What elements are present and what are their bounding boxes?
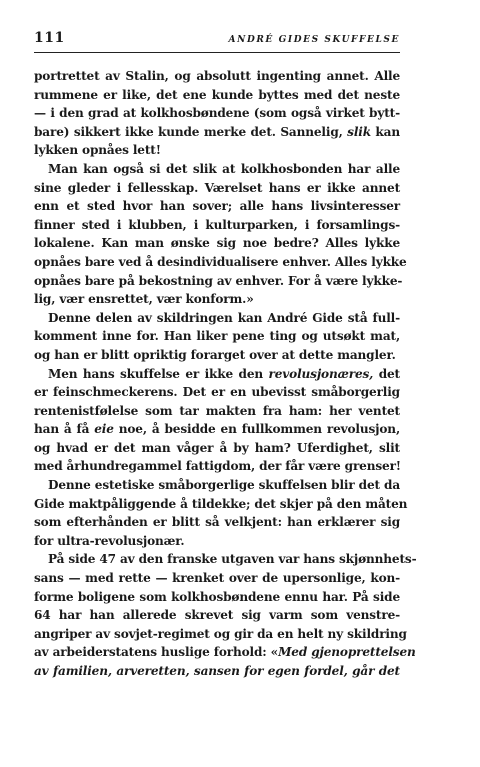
text-line [34,123,400,142]
text-line: enn et sted hvor han sover; alle hans livsinteresser [34,199,400,214]
italic-text: eie [94,422,114,437]
text-line: lykken opnåes lett! [34,143,161,158]
italic-text: av familien, arveretten, sansen for egen fordel, går det [34,664,400,678]
text-line: rentenistfølelse som tar makten fra ham: her ventet [34,403,400,418]
text-line: lig, vær ensrettet, vær konform.» [34,292,254,307]
text-line: sans — med rette — krenket over de upersonlige, kon- [34,571,400,586]
text-segment: av arbeiderstatens huslige forhold: « [34,645,279,660]
text-line: med århundregammel fattigdom, der får være grenser! [34,459,401,474]
text-line: komment inne for. Han liker pene ting og utsøkt mat, [34,329,400,344]
text-line: lokalene. Kan man ønske sig noe bedre? Alles lykke [34,236,400,251]
text-line: angriper av sovjet-regimet og gir da en helt ny skildring [34,626,407,641]
body-text [34,67,417,681]
text-line: 64 har han allerede skrevet sig varm som venstre- [34,608,400,623]
text-line: som efterhånden er blitt så velkjent: han erklærer sig [34,515,400,530]
text-line [34,662,400,681]
text-line: og han er blitt opriktig forarget over at dette mangler. [34,347,396,362]
text-line: opnåes bare på bekostning av enhver. For å være lykke- [34,273,403,288]
text-line: for ultra-revolusjonær. [34,533,185,548]
book-page [34,30,417,681]
text-segment: noe, å besidde en fullkommen revolusjon, [113,422,401,437]
text-line: opnåes bare ved å desindividualisere enhver. Alles lykke [34,254,407,269]
text-line: Man kan også si det slik at kolkhosbonden har alle [48,161,400,176]
text-line: sine gleder i fellesskap. Værelset hans er ikke annet [34,180,400,195]
text-line [34,420,400,439]
text-line: Denne delen av skildringen kan André Gide stå full- [48,310,400,325]
text-line: er feinschmeckerens. Det er en ubevisst småborgerlig [34,385,400,400]
text-segment: han å få [34,422,95,437]
text-line [34,365,400,384]
running-title: ANDRÉ GIDES SKUFFELSE [228,35,400,45]
text-line: rummene er like, det ene kunde byttes med det neste [34,87,400,102]
text-line: Denne estetiske småborgerlige skuffelsen blir det da [48,478,400,493]
italic-text: slik [347,124,371,139]
text-line [34,643,416,662]
text-line: Gide maktpåliggende å tildekke; det skjer på den måten [34,496,408,511]
text-line: forme boligene som kolkhosbøndene ennu har. På side [34,589,400,604]
italic-text: Med gjenoprettelsen [278,645,416,660]
text-segment: bare) sikkert ikke kunde merke det. Sannelig, [34,124,348,139]
text-segment: det [373,366,400,381]
text-line: — i den grad at kolkhosbøndene (som også virket bytt- [34,106,400,121]
text-line: og hvad er det man våger å by ham? Uferdighet, slit [34,440,400,455]
page-number: 111 [34,30,65,46]
text-segment: kan [370,124,400,139]
running-head [34,30,400,53]
text-segment: Men hans skuffelse er ikke den [48,366,269,381]
text-line: På side 47 av den franske utgaven var hans skjønnhets- [48,552,417,567]
text-line: finner sted i klubben, i kulturparken, i forsamlings- [34,217,400,232]
italic-text: revolusjonæres, [268,366,374,381]
text-line: portrettet av Stalin, og absolutt ingenting annet. Alle [34,69,400,83]
